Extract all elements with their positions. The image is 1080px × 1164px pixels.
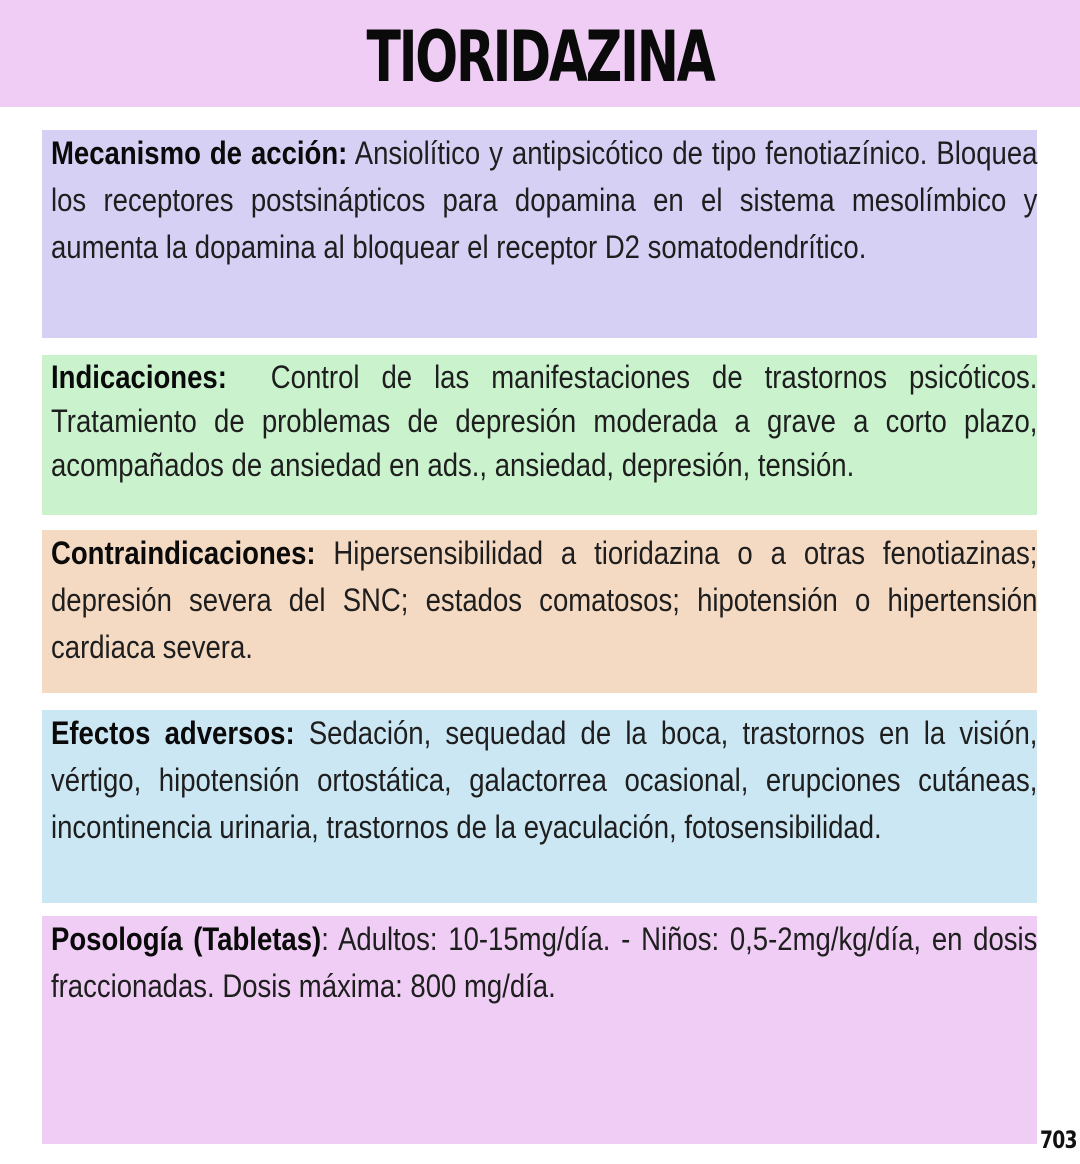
section-text: Ansiolítico y antipsicótico de tipo fenotiazínico. Bloquea los receptores postsinápticos para dopamina en el sistema mesolímbico y aumenta la dopamina al bloquear el receptor D2 somatodendrítico. <box>51 135 1038 265</box>
section-body <box>51 130 1037 271</box>
section-body <box>51 530 1037 671</box>
section-efectos-adversos <box>42 710 1037 903</box>
section-text: : Adultos: 10-15mg/día. - Niños: 0,5-2mg/kg/día, en dosis fraccionadas. Dosis máxima: 800 mg/día. <box>51 921 1038 1004</box>
section-posologia <box>42 916 1037 1144</box>
page-title: TIORIDAZINA <box>366 15 714 98</box>
section-label: Efectos adversos: <box>51 715 295 751</box>
section-body <box>51 916 1037 1010</box>
section-text: Sedación, sequedad de la boca, trastornos en la visión, vértigo, hipotensión ortostática, galactorrea ocasional, erupciones cutáneas, incontinencia urinaria, trastornos de la eyaculación, fotosensibilidad. <box>51 715 1038 845</box>
section-indicaciones <box>42 355 1046 515</box>
section-label: Mecanismo de acción: <box>51 135 348 171</box>
section-contraindicaciones <box>42 530 1037 693</box>
section-body <box>51 710 1037 851</box>
section-label: Posología (Tabletas) <box>51 921 322 957</box>
section-label: Indicaciones: <box>51 359 227 395</box>
section-mecanismo-de-accion <box>42 130 1037 338</box>
section-label: Contraindicaciones: <box>51 535 316 571</box>
section-body <box>51 355 1046 487</box>
section-text: Hipersensibilidad a tioridazina o a otras fenotiazinas; depresión severa del SNC; estados comatosos; hipotensión o hipertensión cardiaca severa. <box>51 535 1038 665</box>
title-header <box>0 0 1080 107</box>
section-text: Control de las manifestaciones de trastornos psicóticos. Tratamiento de problemas de depresión moderada a grave a corto plazo, acompañados de ansiedad en ads., ansiedad, depresión, tensión. <box>51 359 1046 483</box>
page-number: 703 <box>1040 1126 1077 1154</box>
